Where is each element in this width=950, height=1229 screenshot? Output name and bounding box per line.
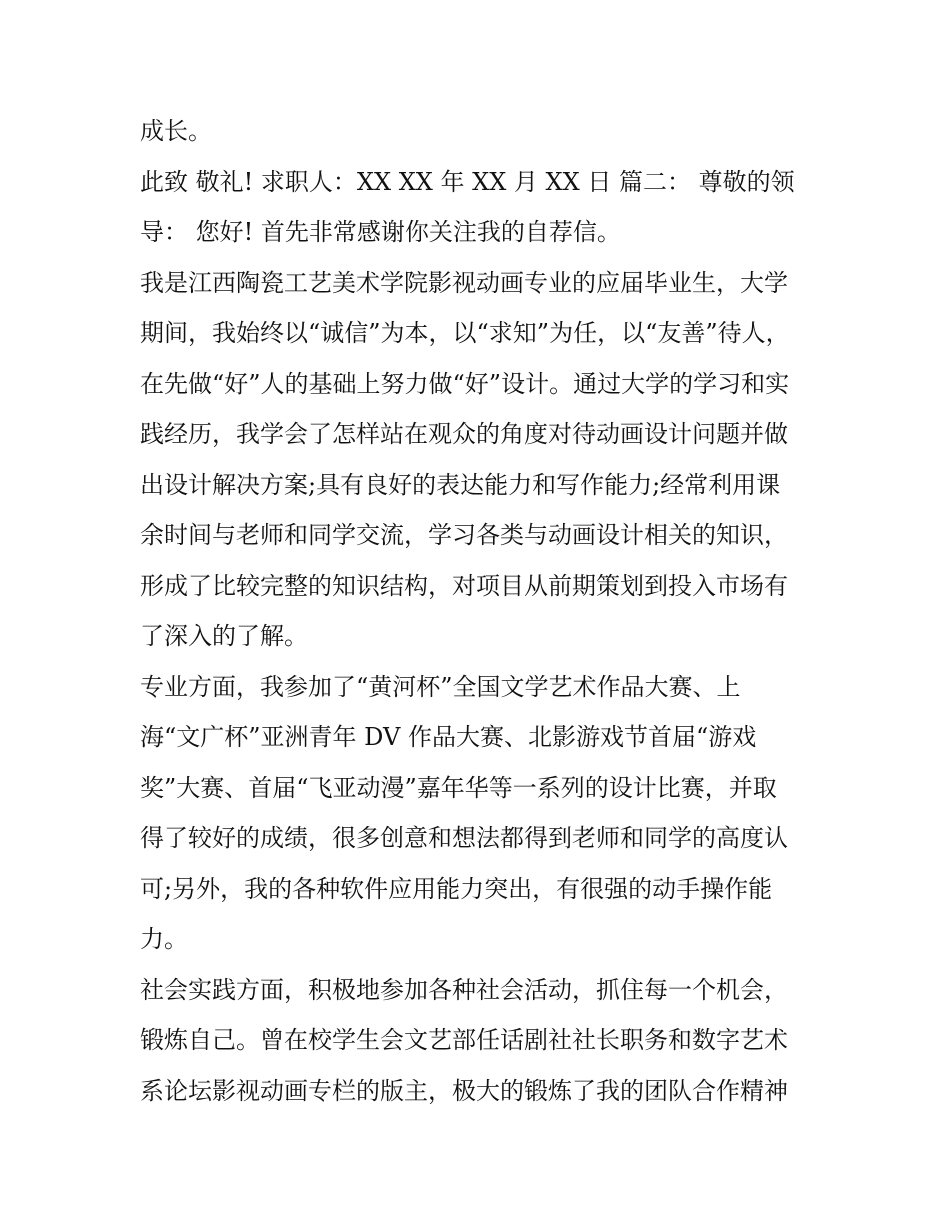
text-line: 可;另外，我的各种软件应用能力突出，有很强的动手操作能 (140, 874, 773, 903)
text-line: 形成了比较完整的知识结构，对项目从前期策划到投入市场有 (140, 571, 788, 600)
text-line: 践经历，我学会了怎样站在观众的角度对待动画设计问题并做 (140, 420, 788, 448)
text-line: 期间，我始终以“诚信”为本，以“求知”为任，以“友善”待人， (140, 319, 790, 347)
text-line: 海“文广杯”亚洲青年 DV 作品大赛、北影游戏节首届“游戏 (140, 723, 757, 751)
text-line: 成长。 (140, 117, 212, 145)
text-line: 了深入的了解。 (140, 622, 308, 650)
text-line: 社会实践方面，积极地参加各种社会活动，抓住每一个机会， (140, 975, 788, 1004)
text-line: 我是江西陶瓷工艺美术学院影视动画专业的应届毕业生，大学 (140, 268, 788, 297)
text-line: 力。 (140, 925, 188, 953)
text-line: 专业方面，我参加了“黄河杯”全国文学艺术作品大赛、上 (140, 672, 741, 701)
text-line: 锻炼自己。曾在校学生会文艺部任话剧社社长职务和数字艺术 (140, 1026, 788, 1054)
text-line: 在先做“好”人的基础上努力做“好”设计。通过大学的学习和实 (140, 369, 790, 398)
text-line: 余时间与老师和同学交流，学习各类与动画设计相关的知识， (140, 521, 788, 549)
text-line: 得了较好的成绩，很多创意和想法都得到老师和同学的高度认 (140, 824, 788, 852)
letter-body (140, 106, 830, 1116)
text-line: 系论坛影视动画专栏的版主，极大的锻炼了我的团队合作精神 (140, 1076, 788, 1105)
text-line: 出设计解决方案;具有良好的表达能力和写作能力;经常利用课 (140, 470, 781, 499)
text-line: 导： 您好! 首先非常感谢你关注我的自荐信。 (140, 218, 621, 246)
text-line: 奖”大赛、首届“飞亚动漫”嘉年华等一系列的设计比赛，并取 (140, 773, 777, 802)
text-line: 此致 敬礼! 求职人：XX XX 年 XX 月 XX 日 篇二： 尊敬的领 (140, 167, 795, 196)
